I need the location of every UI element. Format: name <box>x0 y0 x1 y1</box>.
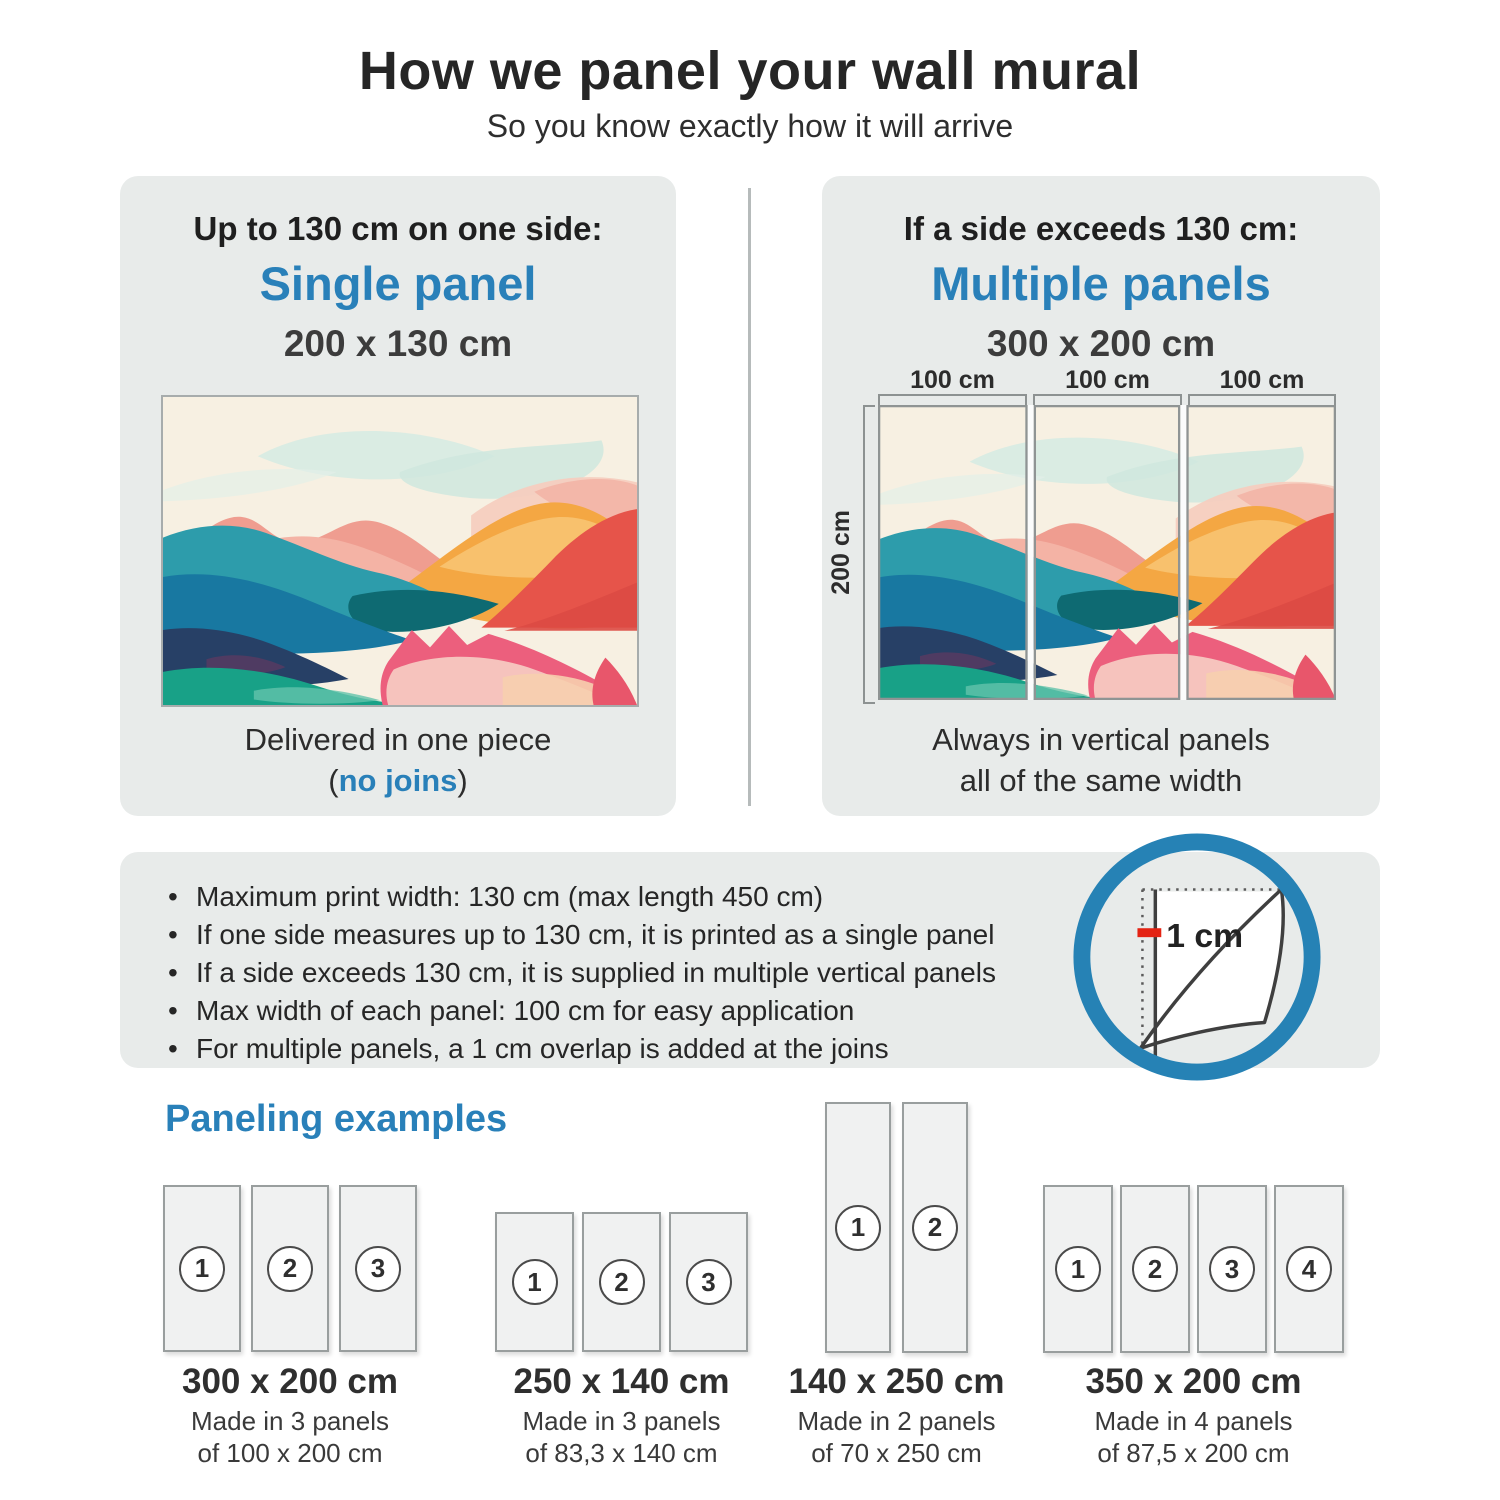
example-caption <box>1024 1362 1364 1472</box>
card-divider-line <box>748 188 751 806</box>
example-panel <box>1043 1185 1113 1353</box>
caption-paren-open: ( <box>328 763 339 798</box>
single-panel-card <box>120 176 676 816</box>
one-cm-red-mark <box>1137 928 1161 937</box>
one-cm-label: 1 cm <box>1166 917 1244 956</box>
example-panel-group <box>163 1185 417 1352</box>
example-dimensions: 140 x 250 cm <box>788 1362 1005 1401</box>
example-made-line: Made in 4 panels <box>1094 1406 1293 1436</box>
panel-number-badge: 4 <box>1286 1246 1332 1292</box>
multiple-panels-label: Multiple panels <box>931 257 1271 310</box>
example-panel-group <box>495 1212 748 1352</box>
example-of-line: of 87,5 x 200 cm <box>1097 1438 1290 1468</box>
side-measurement-label: 200 cm <box>826 510 855 595</box>
rule-bullet-item: • For multiple panels, a 1 cm overlap is added at the joins <box>166 1030 1380 1068</box>
panel-number-badge: 1 <box>179 1246 225 1292</box>
example-panel <box>163 1185 241 1352</box>
example-made-line: Made in 3 panels <box>190 1406 390 1436</box>
example-dimensions: 300 x 200 cm <box>181 1362 398 1401</box>
caption-line-2: all of the same width <box>959 763 1243 798</box>
multiple-panels-mural-image <box>878 405 1336 700</box>
rule-bullet-item: • Max width of each panel: 100 cm for easy application <box>166 992 1380 1030</box>
caption-line-1: Delivered in one piece <box>244 722 552 757</box>
multiple-panels-caption <box>822 719 1380 801</box>
width-measurement-label: 100 cm <box>910 366 995 394</box>
multiple-panels-dimensions: 300 x 200 cm <box>986 323 1216 364</box>
example-panel <box>1197 1185 1267 1353</box>
panel-number-badge: 3 <box>686 1259 732 1305</box>
panel-number-badge: 1 <box>1055 1246 1101 1292</box>
panel-gap <box>1028 405 1034 700</box>
single-panel-condition: Up to 130 cm on one side: <box>193 210 603 247</box>
no-joins-highlight: no joins <box>338 763 458 798</box>
example-panel-group <box>825 1102 968 1353</box>
height-measurement-bracket <box>863 405 875 704</box>
rule-bullet-item: • If one side measures up to 130 cm, it is printed as a single panel <box>166 916 1380 954</box>
example-caption <box>120 1362 460 1472</box>
example-panel <box>825 1102 891 1353</box>
panel-number-badge: 2 <box>1132 1246 1178 1292</box>
example-panel <box>1120 1185 1190 1353</box>
overlap-page-curl-icon <box>1068 828 1326 1086</box>
example-panel <box>339 1185 417 1352</box>
panel-number-badge: 2 <box>912 1205 958 1251</box>
page-title: How we panel your wall mural <box>358 41 1142 101</box>
paneling-examples-heading: Paneling examples <box>165 1098 508 1140</box>
single-panel-label: Single panel <box>259 257 537 310</box>
panel-number-badge: 1 <box>835 1205 881 1251</box>
example-panel <box>251 1185 329 1352</box>
mural-artwork <box>163 397 637 705</box>
example-dimensions: 250 x 140 cm <box>513 1362 730 1401</box>
example-panel <box>1274 1185 1344 1353</box>
page-subtitle: So you know exactly how it will arrive <box>486 108 1014 144</box>
single-panel-caption <box>120 719 676 801</box>
example-made-line: Made in 3 panels <box>522 1406 721 1436</box>
panel-number-badge: 2 <box>267 1246 313 1292</box>
multiple-panels-condition: If a side exceeds 130 cm: <box>903 210 1299 247</box>
example-panel-group <box>1043 1185 1344 1353</box>
example-panel <box>902 1102 968 1353</box>
single-panel-dimensions: 200 x 130 cm <box>283 323 513 364</box>
panel-number-badge: 1 <box>512 1259 558 1305</box>
example-of-line: of 83,3 x 140 cm <box>525 1438 718 1468</box>
single-panel-mural-image <box>161 395 639 707</box>
example-of-line: of 100 x 200 cm <box>197 1438 383 1468</box>
example-made-line: Made in 2 panels <box>797 1406 996 1436</box>
example-caption <box>727 1362 1067 1472</box>
caption-paren-close: ) <box>457 763 468 798</box>
width-measurement-label: 100 cm <box>1219 366 1305 394</box>
panel-number-badge: 3 <box>1209 1246 1255 1292</box>
example-panel <box>582 1212 661 1352</box>
caption-line-1: Always in vertical panels <box>932 722 1270 757</box>
multiple-panels-card <box>822 176 1380 816</box>
panel-number-badge: 3 <box>355 1246 401 1292</box>
example-panel <box>495 1212 574 1352</box>
example-of-line: of 70 x 250 cm <box>811 1438 982 1468</box>
example-dimensions: 350 x 200 cm <box>1085 1362 1302 1401</box>
panel-number-badge: 2 <box>599 1259 645 1305</box>
panel-gap <box>1180 405 1186 700</box>
rule-bullet-item: • If a side exceeds 130 cm, it is supplied in multiple vertical panels <box>166 954 1380 992</box>
example-panel <box>669 1212 748 1352</box>
rule-bullet-item: • Maximum print width: 130 cm (max length 450 cm) <box>166 878 1380 916</box>
width-measurement-label: 100 cm <box>1065 366 1150 394</box>
mural-artwork-split <box>878 405 1336 700</box>
